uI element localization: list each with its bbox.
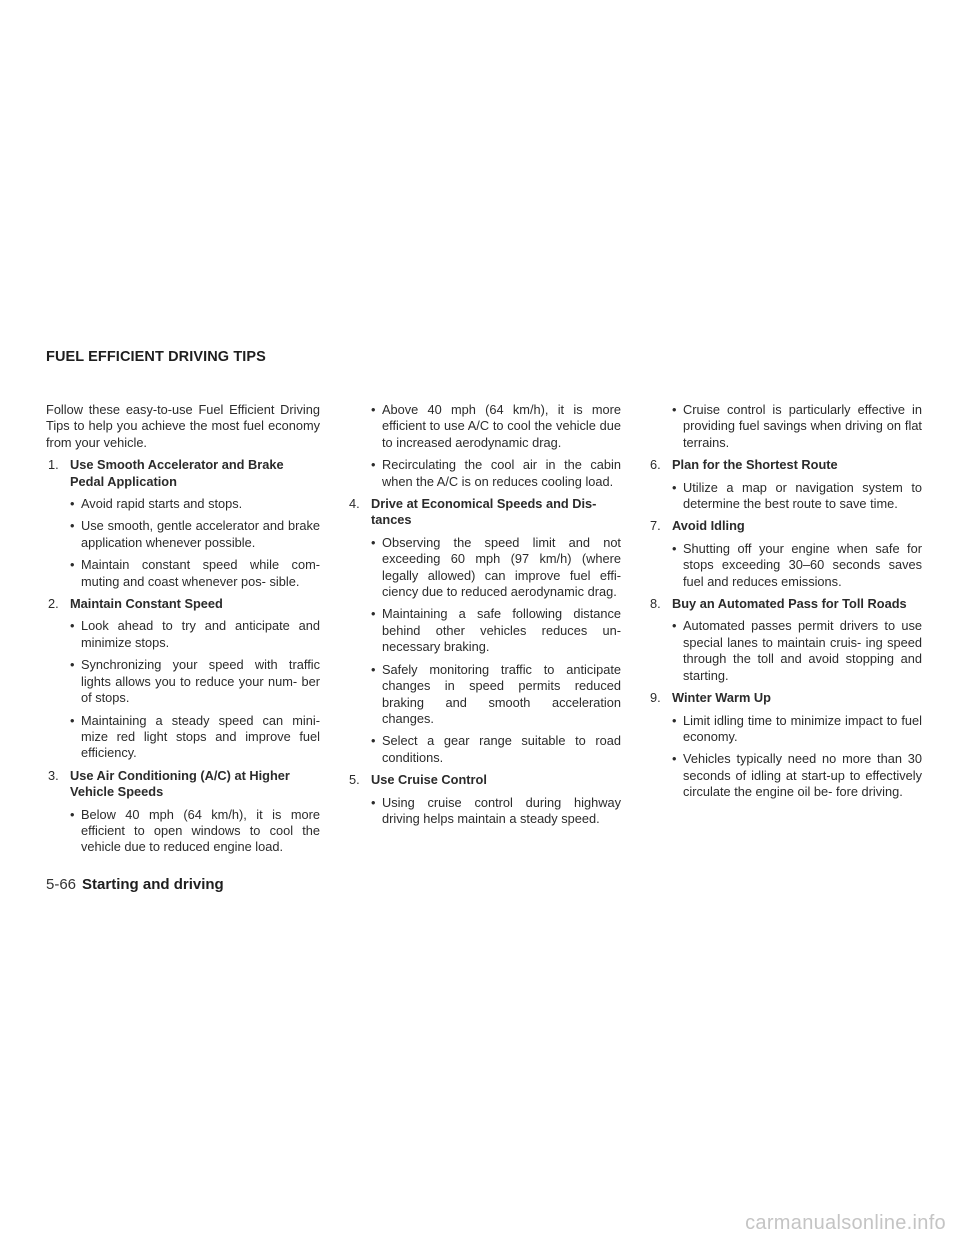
bullet-item — [46, 618, 320, 651]
bullet-text: Below 40 mph (64 km/h), it is more efficient to open windows to cool the vehicle due to reduced engine load. — [81, 806, 320, 855]
tip-heading — [648, 457, 922, 473]
tip-title: Avoid Idling — [672, 518, 745, 534]
tip-heading — [347, 772, 621, 788]
bullet-item — [648, 713, 922, 746]
bullet-dot-icon: • — [70, 518, 75, 534]
intro-paragraph: Follow these easy-to-use Fuel Efficient Driving Tips to help you achieve the most fuel economy from your vehicle. — [46, 402, 320, 450]
tip-title: Buy an Automated Pass for Toll Roads — [672, 596, 907, 612]
bullet-dot-icon: • — [70, 806, 75, 822]
bullet-text: Maintaining a safe following distance behind other vehicles reduces un- necessary braking. — [382, 606, 621, 655]
page-number: 5-66 — [46, 876, 77, 893]
tip-title: Winter Warm Up — [672, 690, 771, 706]
bullet-item — [347, 402, 621, 451]
bullet-dot-icon: • — [371, 534, 376, 550]
bullet-item — [347, 606, 621, 655]
bullet-text: Limit idling time to minimize impact to fuel economy. — [683, 712, 922, 744]
tip-number: 8. — [650, 596, 661, 612]
bullet-dot-icon: • — [672, 479, 677, 495]
bullet-item — [46, 557, 320, 590]
tip-number: 3. — [48, 767, 59, 783]
bullet-dot-icon: • — [371, 733, 376, 749]
tip-title: Maintain Constant Speed — [70, 596, 223, 612]
bullet-dot-icon: • — [672, 712, 677, 728]
chapter-label: Starting and driving — [82, 876, 224, 893]
tip-title: Use Air Conditioning (A/C) at Higher Vehicle Speeds — [70, 767, 290, 800]
bullet-dot-icon: • — [70, 712, 75, 728]
bullet-text: Look ahead to try and anticipate and minimize stops. — [81, 618, 320, 650]
bullet-item — [648, 618, 922, 684]
bullet-text: Utilize a map or navigation system to determine the best route to save time. — [683, 479, 922, 512]
bullet-dot-icon: • — [672, 540, 677, 556]
tip-number: 4. — [349, 496, 360, 512]
bullet-dot-icon: • — [371, 661, 376, 677]
tip-heading — [46, 768, 320, 801]
bullet-item — [347, 733, 621, 766]
bullet-item — [46, 657, 320, 706]
bullet-text: Select a gear range suitable to road conditions. — [382, 733, 621, 765]
bullet-dot-icon: • — [371, 402, 376, 417]
bullet-item — [46, 496, 320, 512]
tip-heading — [648, 596, 922, 612]
tip-title: Use Cruise Control — [371, 772, 487, 788]
bullet-dot-icon: • — [371, 794, 376, 810]
page-footer — [46, 876, 224, 893]
tip-number: 1. — [48, 457, 59, 473]
bullet-dot-icon: • — [70, 496, 75, 512]
tip-heading — [46, 596, 320, 612]
bullet-text: Using cruise control during highway driving helps maintain a steady speed. — [382, 794, 621, 826]
bullet-text: Shutting off your engine when safe for stops exceeding 30–60 seconds saves fuel and reduces emissions. — [683, 540, 922, 589]
bullet-text: Vehicles typically need no more than 30 seconds of idling at start-up to effectively circulate the engine oil be- fore driving. — [683, 751, 922, 800]
tip-number: 2. — [48, 596, 59, 612]
bullet-text: Synchronizing your speed with traffic lights allows you to reduce your num- ber of stops. — [81, 657, 320, 706]
bullet-item — [46, 713, 320, 762]
bullet-dot-icon: • — [371, 457, 376, 473]
tip-heading — [46, 457, 320, 490]
bullet-dot-icon: • — [70, 557, 75, 573]
bullet-text: Recirculating the cool air in the cabin when the A/C is on reduces cooling load. — [382, 457, 621, 489]
bullet-dot-icon: • — [371, 606, 376, 622]
watermark-text: carmanualsonline.info — [745, 1212, 946, 1234]
tip-number: 5. — [349, 772, 360, 788]
bullet-item — [648, 402, 922, 451]
bullet-item — [46, 518, 320, 551]
tip-title: Drive at Economical Speeds and Dis- tances — [371, 496, 597, 528]
bullet-item — [347, 795, 621, 828]
bullet-text: Use smooth, gentle accelerator and brake application whenever possible. — [81, 518, 320, 550]
tip-title: Plan for the Shortest Route — [672, 457, 838, 473]
column-3 — [648, 402, 922, 807]
tip-heading — [648, 690, 922, 706]
column-1 — [46, 402, 320, 862]
tip-number: 6. — [650, 457, 661, 473]
bullet-item — [648, 480, 922, 513]
bullet-text: Safely monitoring traffic to anticipate changes in speed permits reduced braking and smooth acceleration changes. — [382, 661, 621, 726]
tip-heading — [648, 518, 922, 534]
bullet-dot-icon: • — [672, 751, 677, 767]
bullet-item — [347, 457, 621, 490]
bullet-text: Cruise control is particularly effective in providing fuel savings when driving on flat terrains. — [683, 402, 922, 450]
bullet-item — [347, 662, 621, 728]
bullet-item — [648, 541, 922, 590]
section-title: FUEL EFFICIENT DRIVING TIPS — [46, 349, 266, 365]
bullet-text: Maintaining a steady speed can mini- mize red light stops and improve fuel efficiency. — [81, 712, 320, 761]
bullet-text: Automated passes permit drivers to use special lanes to maintain cruis- ing speed through the toll and avoid stopping and starting. — [683, 618, 922, 683]
bullet-text: Observing the speed limit and not exceeding 60 mph (97 km/h) (where legally allowed) can improve fuel effi- ciency due to reduced aerodynamic drag. — [382, 534, 621, 600]
bullet-item — [347, 535, 621, 601]
bullet-text: Avoid rapid starts and stops. — [81, 496, 243, 512]
column-2 — [347, 402, 621, 833]
bullet-dot-icon: • — [70, 618, 75, 634]
bullet-text: Maintain constant speed while com- muting and coast whenever pos- sible. — [81, 557, 320, 589]
bullet-text: Above 40 mph (64 km/h), it is more efficient to use A/C to cool the vehicle due to increased aerodynamic drag. — [382, 402, 621, 450]
bullet-dot-icon: • — [70, 657, 75, 673]
tip-number: 7. — [650, 518, 661, 534]
tip-title: Use Smooth Accelerator and Brake Pedal Application — [70, 457, 284, 489]
bullet-item — [46, 807, 320, 856]
tip-heading — [347, 496, 621, 529]
bullet-dot-icon: • — [672, 402, 677, 417]
bullet-dot-icon: • — [672, 618, 677, 634]
tip-number: 9. — [650, 690, 661, 706]
bullet-item — [648, 751, 922, 800]
